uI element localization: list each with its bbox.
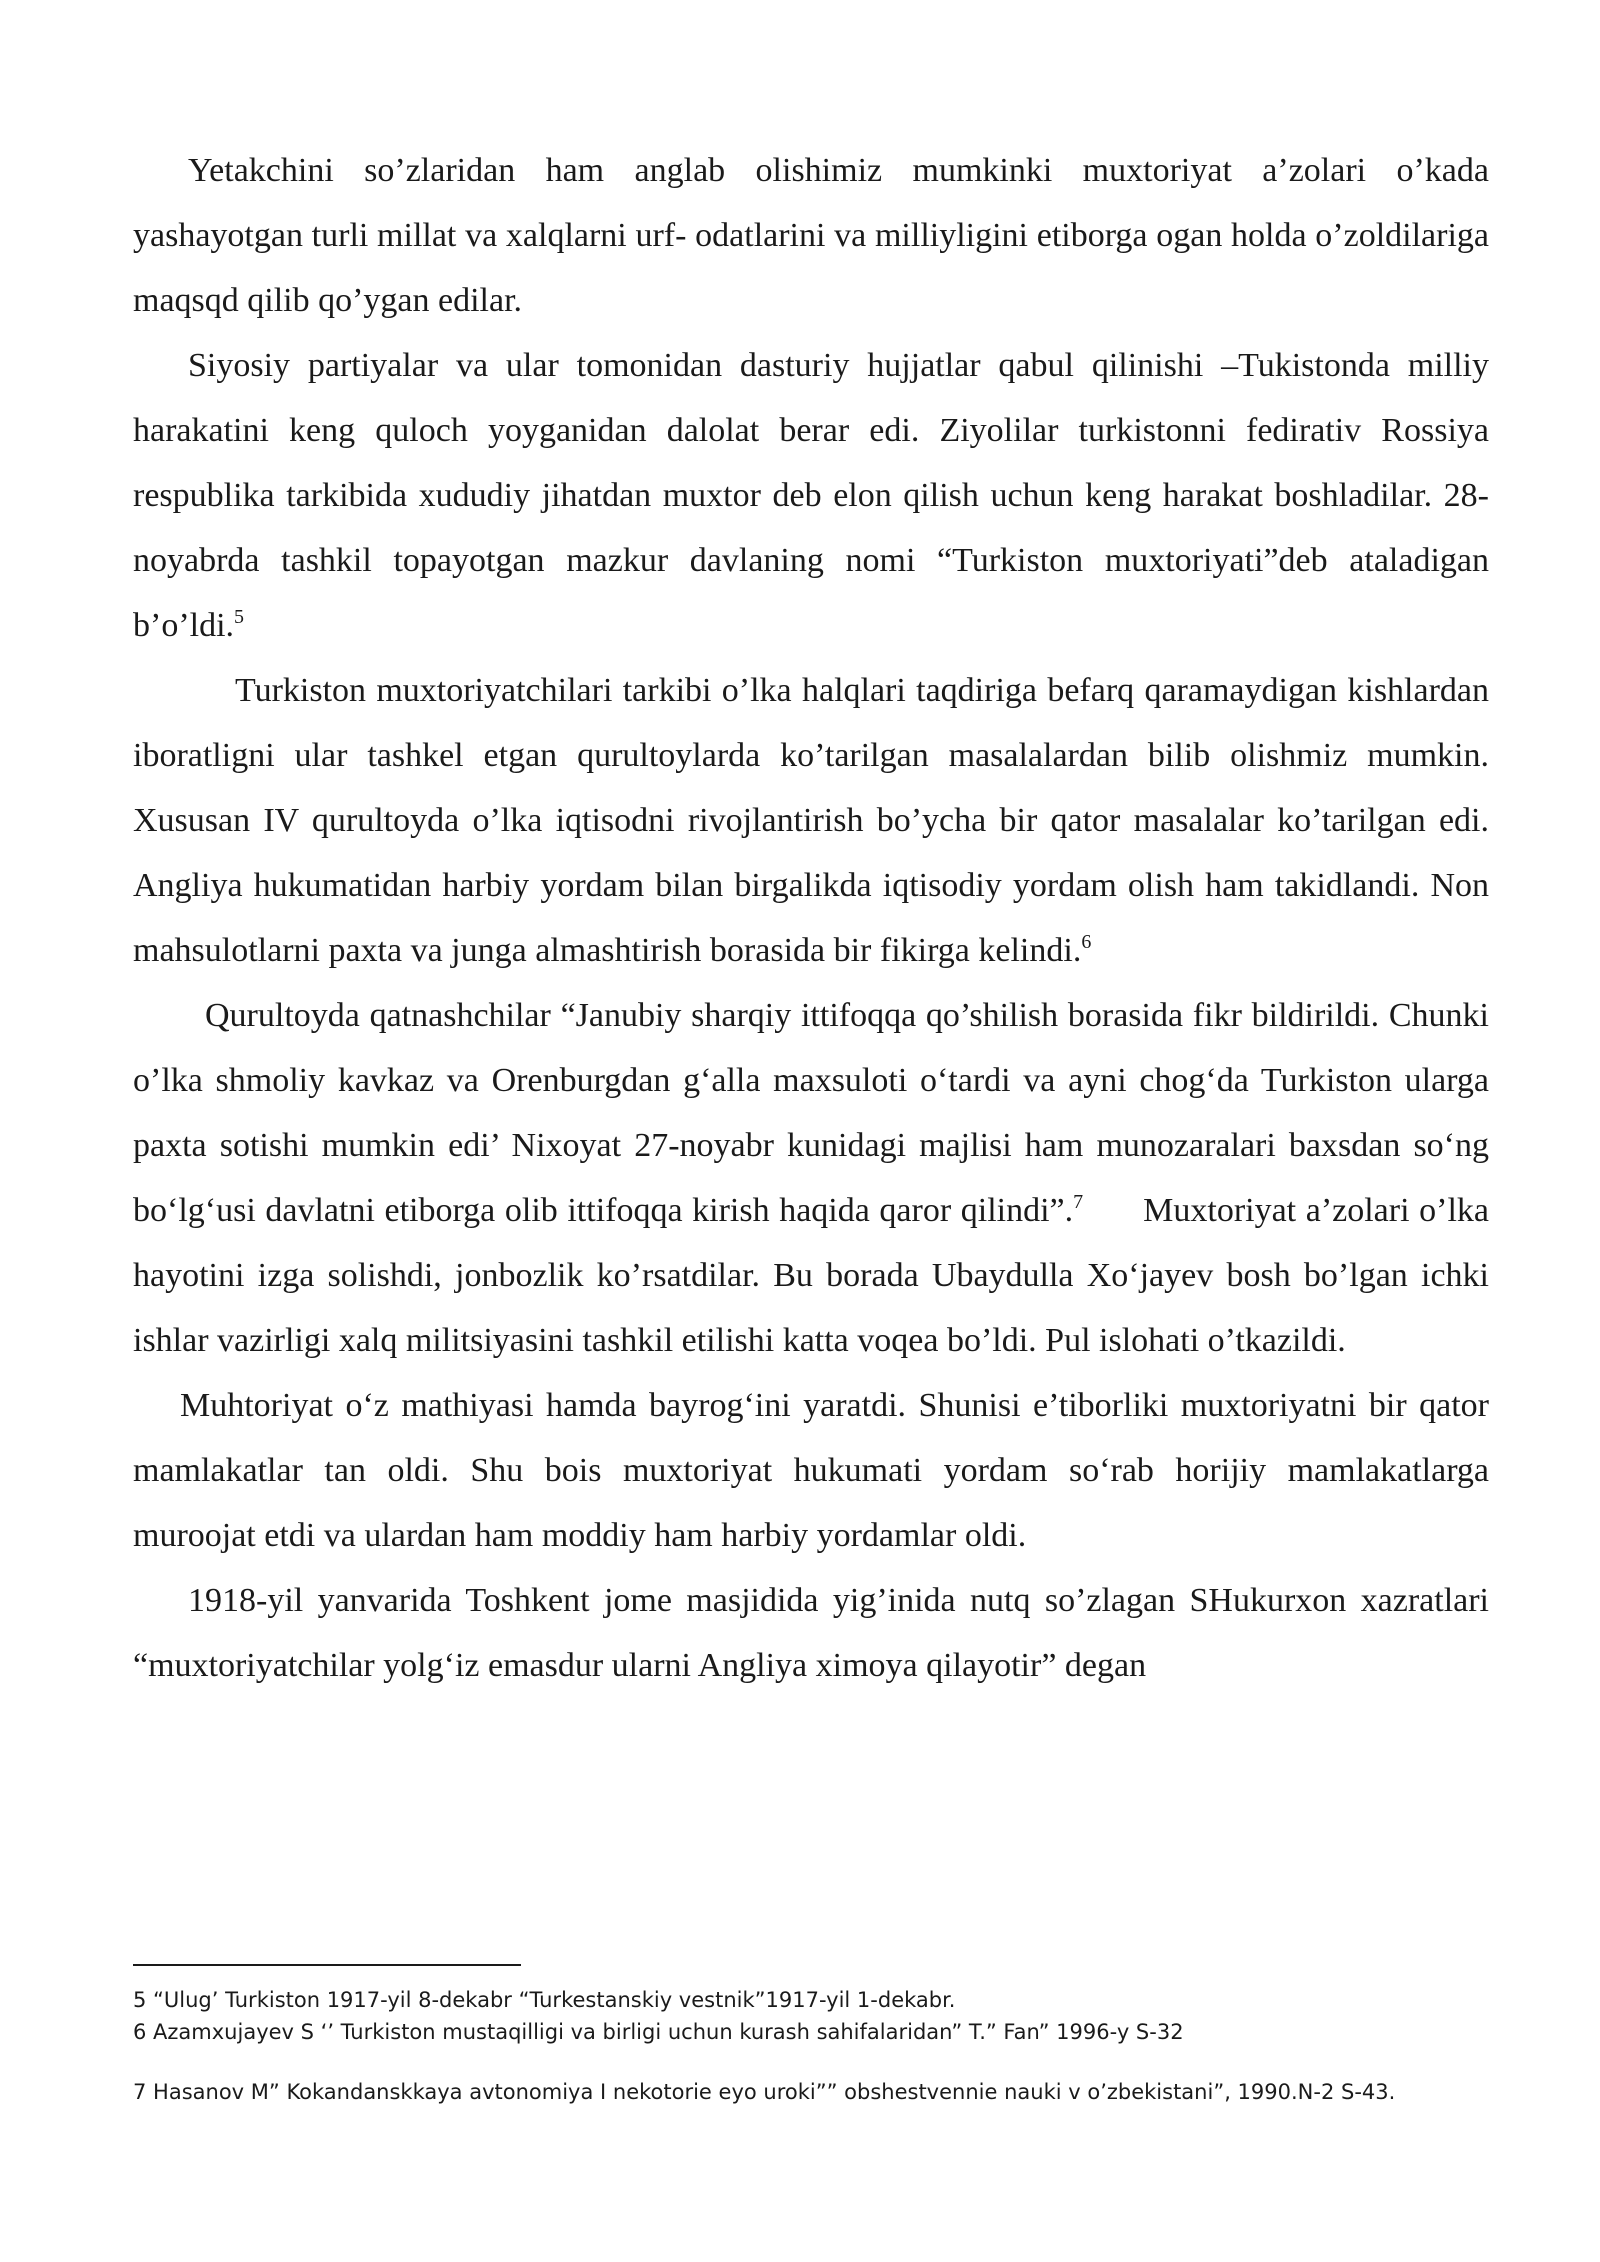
document-body: [133, 138, 1489, 1698]
paragraph-3: [133, 658, 1489, 983]
paragraph-6-text: 1918-yil yanvarida Toshkent jome masjidida yig’inida nutq so’zlagan SHukurxon xazratlari “muxtoriyatchilar yolg‘iz emasdur ularni Angliya ximoya qilayotir” degan: [133, 1582, 1489, 1684]
footnote-7: 7 Hasanov M” Kokandanskkaya avtonomiya I nekotorie eyo uroki”” obshestvennie nauki v o’zbekistani”, 1990.N-2 S-43.: [133, 2080, 1396, 2104]
footnotes: [133, 1984, 1489, 2108]
footnote-ref-7[interactable]: 7: [1073, 1191, 1084, 1213]
footnote-ref-5[interactable]: 5: [234, 606, 245, 628]
paragraph-3-text: Turkiston muxtoriyatchilari tarkibi o’lka halqlari taqdiriga befarq qaramaydigan kishlardan iboratligni ular tashkel etgan qurultoylarda ko’tarilgan masalalardan bilib olishmiz mumkin. Xususan IV qurultoyda o’lka iqtisodni rivojlantirish bo’ycha bir qator masalalar ko’tarilgan edi. Angliya hukumatidan harbiy yordam bilan birgalikda iqtisodiy yordam olish ham takidlandi. Non mahsulotlarni paxta va junga almashtirish borasida bir fikirga kelindi.: [133, 672, 1489, 969]
paragraph-4: [133, 983, 1489, 1373]
paragraph-6: [133, 1568, 1489, 1698]
footnote-5: 5 “Ulug’ Turkiston 1917-yil 8-dekabr “Turkestanskiy vestnik”1917-yil 1-dekabr.: [133, 1988, 956, 2012]
paragraph-4-continuation: Muxtoriyat a’zolari o’lka hayotini izga solishdi, jonbozlik ko’rsatdilar. Bu borada Ubaydulla Xo‘jayev bosh bo’lgan ichki ishlar vazirligi xalq militsiyasini tashkil etilishi katta voqea bo’ldi. Pul islohati o’tkazildi.: [133, 1192, 1489, 1359]
paragraph-1: [133, 138, 1489, 333]
paragraph-2: [133, 333, 1489, 658]
paragraph-5: [133, 1373, 1489, 1568]
paragraph-4-text: Qurultoyda qatnashchilar “Janubiy sharqiy ittifoqqa qo’shilish borasida fikr bildirildi. Chunki o’lka shmoliy kavkaz va Orenburgdan g‘alla maxsuloti o‘tardi va ayni chog‘da Turkiston ularga paxta sotishi mumkin edi’ Nixoyat 27-noyabr kunidagi majlisi ham munozaralari baxsdan so‘ng bo‘lg‘usi davlatni etiborga olib ittifoqqa kirish haqida qaror qilindi”.: [133, 997, 1489, 1229]
footnote-ref-6[interactable]: 6: [1081, 931, 1092, 953]
paragraph-1-text: Yetakchini so’zlaridan ham anglab olishimiz mumkinki muxtoriyat a’zolari o’kada yashayotgan turli millat va xalqlarni urf- odatlarini va milliyligini etiborga ogan holda o’zoldilariga maqsqd qilib qo’ygan edilar.: [133, 152, 1489, 319]
footnote-6: 6 Azamxujayev S ‘’ Turkiston mustaqilligi va birligi uchun kurash sahifalaridan” T.” Fan” 1996-y S-32: [133, 2020, 1184, 2044]
paragraph-5-text: Muhtoriyat o‘z mathiyasi hamda bayrog‘ini yaratdi. Shunisi e’tiborliki muxtoriyatni bir qator mamlakatlar tan oldi. Shu bois muxtoriyat hukumati yordam so‘rab horijiy mamlakatlarga muroojat etdi va ulardan ham moddiy ham harbiy yordamlar oldi.: [133, 1387, 1489, 1554]
paragraph-2-text: Siyosiy partiyalar va ular tomonidan dasturiy hujjatlar qabul qilinishi –Tukistonda milliy harakatini keng quloch yoyganidan dalolat berar edi. Ziyolilar turkistonni fedirativ Rossiya respublika tarkibida xududiy jihatdan muxtor deb elon qilish uchun keng harakat boshladilar. 28-noyabrda tashkil topayotgan mazkur davlaning nomi “Turkiston muxtoriyati”deb ataladigan b’o’ldi.: [133, 347, 1489, 644]
footnote-separator: [133, 1964, 521, 1966]
